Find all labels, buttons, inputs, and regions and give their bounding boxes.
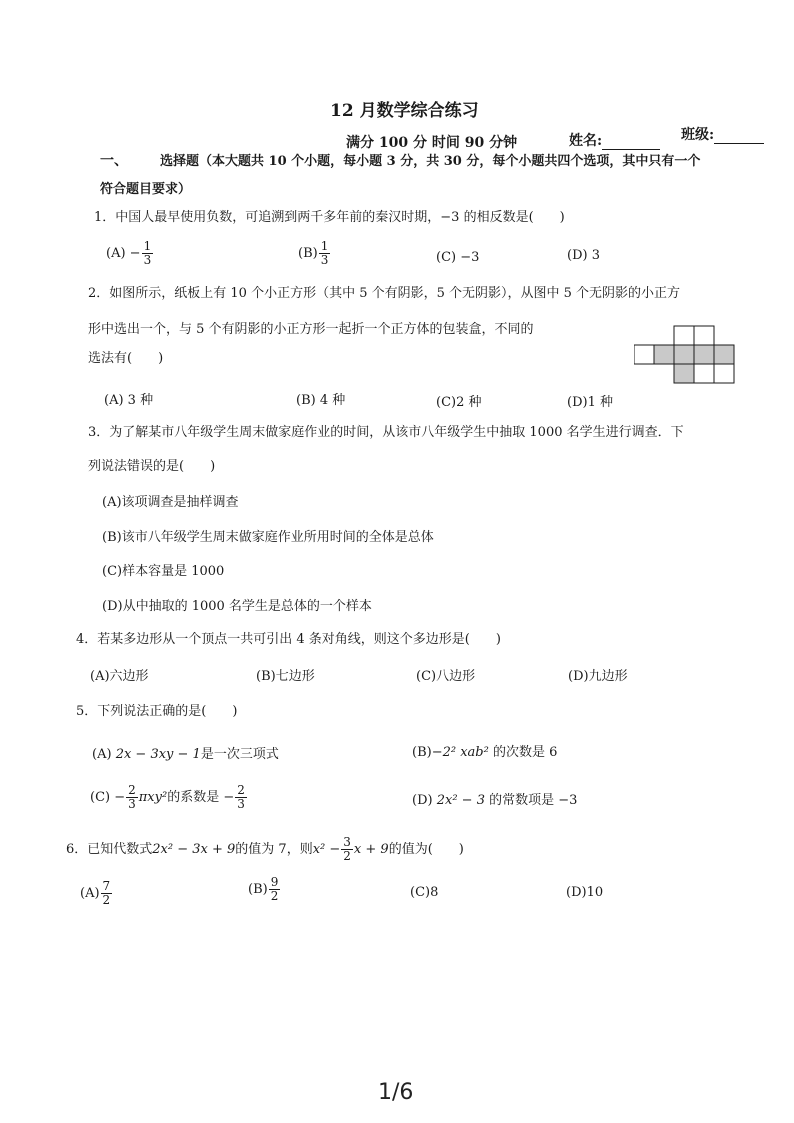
page-title: 12 月数学综合练习 [330, 101, 479, 121]
q5-option-a[interactable]: (A) 2x − 3xy − 1是一次三项式 [92, 747, 279, 762]
net-square-blank [694, 364, 714, 383]
page-number: 1/6 [378, 1080, 414, 1105]
q3-option-d[interactable]: (D)从中抽取的 1000 名学生是总体的一个样本 [102, 599, 372, 614]
q1-option-b[interactable]: (B) $\frac{1}{3}$ [298, 239, 329, 267]
net-square-blank [694, 326, 714, 345]
q6-option-a[interactable]: (A) $\frac{7}{2}$ [80, 879, 111, 907]
q3-stem-line1: 3．为了解某市八年级学生周末做家庭作业的时间，从该市八年级学生中抽取 1000 名学生进行调查．下 [88, 425, 684, 440]
section-number: 一、 [100, 153, 128, 169]
class-label: 班级: [681, 127, 715, 143]
q1-stem: 1．中国人最早使用负数，可追溯到两千多年前的秦汉时期，−3 的相反数是( ) [94, 210, 565, 225]
q2-stem-line2: 形中选出一个，与 5 个有阴影的小正方形一起折一个正方体的包装盒，不同的 [88, 322, 534, 337]
q4-option-a[interactable]: (A)六边形 [90, 669, 149, 684]
q6-option-d[interactable]: (D)10 [566, 885, 604, 900]
q1-option-c[interactable]: (C) −3 [436, 250, 480, 265]
class-field[interactable] [681, 124, 764, 144]
q2-option-d[interactable]: (D)1 种 [567, 395, 613, 410]
q3-option-a[interactable]: (A)该项调查是抽样调查 [102, 495, 239, 510]
net-square-blank [634, 345, 654, 364]
net-square-blank [714, 364, 734, 383]
net-square-shaded [674, 364, 694, 383]
name-field[interactable] [569, 130, 660, 150]
q4-option-b[interactable]: (B)七边形 [256, 669, 315, 684]
q6-option-c[interactable]: (C)8 [410, 885, 439, 900]
q2-stem-line1: 2．如图所示，纸板上有 10 个小正方形（其中 5 个有阴影，5 个无阴影），从图中 5 个无阴影的小正方 [88, 286, 681, 301]
section-heading: 选择题（本大题共 10 个小题，每小题 3 分，共 30 分，每个小题共四个选项，其中只有一个 [160, 154, 701, 169]
net-square-shaded [694, 345, 714, 364]
q2-stem-line3: 选法有( ) [88, 351, 164, 366]
q2-option-c[interactable]: (C)2 种 [436, 395, 482, 410]
q4-option-c[interactable]: (C)八边形 [416, 669, 476, 684]
name-blank[interactable] [602, 135, 660, 150]
q1-option-a[interactable]: (A) − $\frac{1}{3}$ [106, 239, 152, 267]
q1-option-d[interactable]: (D) 3 [567, 248, 600, 263]
q5-stem: 5．下列说法正确的是( ) [76, 704, 238, 719]
q2-option-a[interactable]: (A) 3 种 [104, 393, 154, 408]
section-heading-cont: 符合题目要求） [100, 182, 192, 197]
q5-option-c[interactable]: (C) − $\frac{2}{3}$ πxy²的系数是 − $\frac{2}{3}$ [90, 783, 245, 811]
q4-option-d[interactable]: (D)九边形 [568, 669, 628, 684]
class-blank[interactable] [714, 129, 764, 144]
cube-net-figure [634, 324, 758, 386]
net-square-shaded [714, 345, 734, 364]
q4-stem: 4．若某多边形从一个顶点一共可引出 4 条对角线，则这个多边形是( ) [76, 632, 501, 647]
q3-option-c[interactable]: (C)样本容量是 1000 [102, 564, 225, 579]
q2-option-b[interactable]: (B) 4 种 [296, 393, 346, 408]
name-label: 姓名: [569, 133, 603, 149]
net-square-shaded [674, 345, 694, 364]
net-square-shaded [654, 345, 674, 364]
q5-option-d[interactable]: (D) 2x² − 3 的常数项是 −3 [412, 793, 578, 808]
q5-option-b[interactable]: (B)−2² xab² 的次数是 6 [412, 745, 558, 760]
score-time: 满分 100 分 时间 90 分钟 [346, 135, 518, 151]
net-square-blank [674, 326, 694, 345]
q3-option-b[interactable]: (B)该市八年级学生周末做家庭作业所用时间的全体是总体 [102, 530, 434, 545]
q3-stem-line2: 列说法错误的是( ) [88, 459, 216, 474]
q6-option-b[interactable]: (B) $\frac{9}{2}$ [248, 875, 279, 903]
q6-stem: 6．已知代数式2x² − 3x + 9的值为 7，则x² − $\frac{3}{2}$ x + 9的值为( ) [66, 835, 464, 863]
